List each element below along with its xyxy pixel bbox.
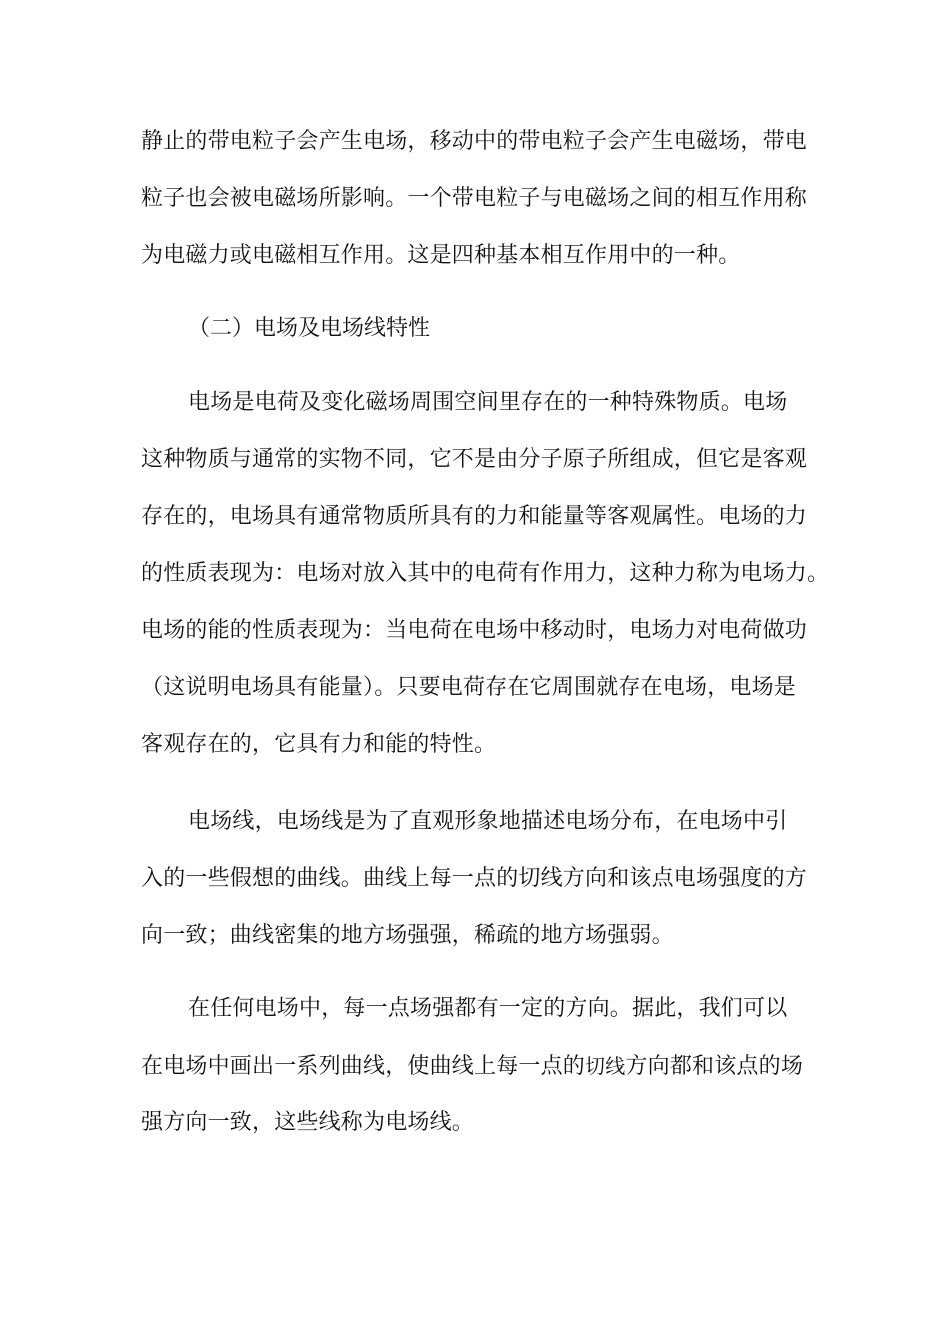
text-line: 客观存在的，它具有力和能的特性。 [141,732,497,757]
section-heading: （二）电场及电场线特性 [188,316,431,341]
text-line: 粒子也会被电磁场所影响。一个带电粒子与电磁场之间的相互作用称 [141,186,808,211]
text-line: 存在的，电场具有通常物质所具有的力和能量等客观属性。电场的力 [141,504,808,529]
text-line: 电场线，电场线是为了直观形象地描述电场分布，在电场中引 [188,809,788,834]
text-line: 电场的能的性质表现为：当电荷在电场中移动时，电场力对电荷做功 [141,618,808,643]
text-line: 在任何电场中，每一点场强都有一定的方向。据此，我们可以 [188,996,788,1021]
text-line: 电场是电荷及变化磁场周围空间里存在的一种特殊物质。电场 [188,390,788,415]
text-line: （这说明电场具有能量）。只要电荷存在它周围就存在电场，电场是 [141,675,797,700]
text-line: 的性质表现为：电场对放入其中的电荷有作用力，这种力称为电场力。 [141,561,830,586]
text-line: 这种物质与通常的实物不同，它不是由分子原子所组成，但它是客观 [141,447,808,472]
text-line [141,1051,803,1082]
text-line: 为电磁力或电磁相互作用。这是四种基本相互作用中的一种。 [141,243,741,268]
text-line: 入的一些假想的曲线。曲线上每一点的切线方向和该点电场强度的方 [141,866,808,891]
text-line: 强方向一致，这些线称为电场线。 [141,1110,475,1135]
text-segment-emphasis: 切线 [585,1054,626,1078]
text-segment: 方向都和该点的场 [625,1054,804,1079]
text-line: 静止的带电粒子会产生电场，移动中的带电粒子会产生电磁场，带电 [141,129,808,154]
text-segment: 在电场中画出一系列曲线，使曲线上每一点的 [141,1054,586,1079]
text-line: 向一致；曲线密集的地方场强强，稀疏的地方场强弱。 [141,923,674,948]
